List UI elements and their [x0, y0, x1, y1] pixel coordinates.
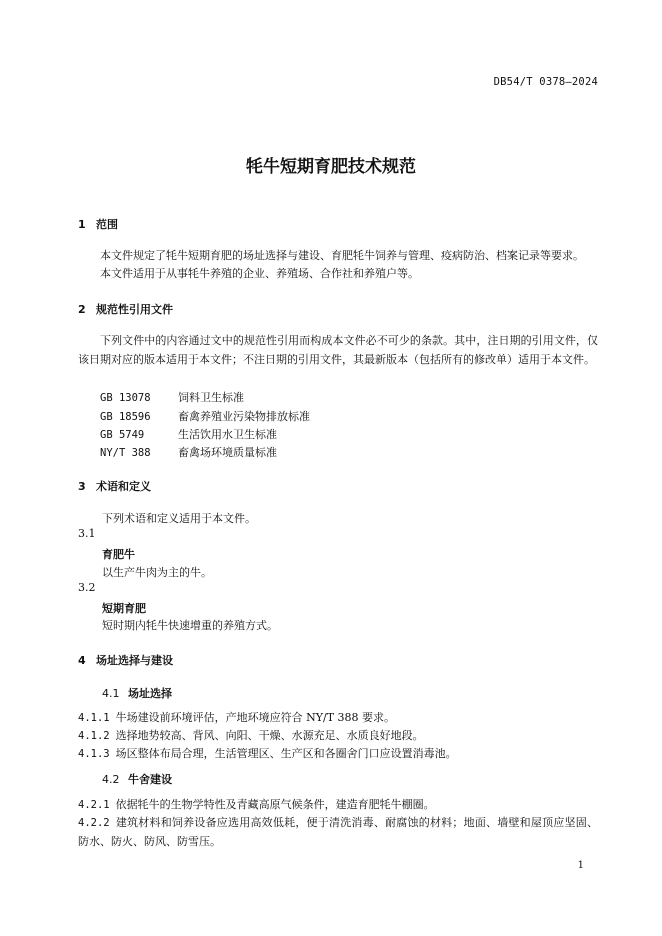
- reference-item: [100, 408, 310, 424]
- reference-code: GB 13078: [100, 392, 151, 404]
- clause: [78, 814, 598, 851]
- clause: [78, 727, 598, 746]
- clause: [78, 796, 598, 815]
- clause-number: 4.1.2: [78, 730, 110, 742]
- section-title: 场址选择与建设: [96, 654, 173, 667]
- subsection-4-2-heading: [102, 771, 172, 787]
- reference-item: [100, 426, 277, 442]
- reference-code: GB 5749: [100, 429, 145, 441]
- clause-text: 场区整体布局合理，生活管理区、生产区和各圈舍门口应设置消毒池。: [115, 747, 457, 760]
- section-number: 2: [78, 303, 86, 316]
- subsection-4-1-heading: [102, 685, 172, 701]
- clause-text: 依据牦牛的生物学特性及青藏高原气候条件，建造育肥牦牛棚圈。: [115, 798, 435, 811]
- term-name: 短期育肥: [102, 602, 146, 615]
- section-number: 3: [78, 480, 86, 493]
- clause-number: 4.1.3: [78, 748, 110, 760]
- reference-name: 饲料卫生标准: [178, 391, 244, 404]
- subsection-title: 场址选择: [128, 687, 172, 700]
- reference-item: [100, 444, 277, 460]
- term-definition: 短时期内牦牛快速增重的养殖方式。: [102, 619, 278, 632]
- section-title: 术语和定义: [96, 480, 151, 493]
- term-definition: 以生产牛肉为主的牛。: [102, 566, 212, 579]
- section-number: 1: [78, 218, 86, 231]
- paragraph: 下列术语和定义适用于本文件。: [102, 512, 256, 525]
- subsection-title: 牛舍建设: [128, 773, 172, 786]
- section-2-heading: [78, 301, 173, 317]
- section-3-heading: [78, 478, 151, 494]
- section-4-heading: [78, 652, 173, 668]
- clause-text: 建筑材料和饲养设备应选用高效低耗，便于清洗消毒、耐腐蚀的材料；地面、墙壁和屋顶应坚固、防水、防火、防风、防雪压。: [78, 816, 598, 848]
- term-number: 3.2: [78, 581, 96, 594]
- reference-name: 畜禽场环境质量标准: [178, 446, 277, 459]
- paragraph: 本文件规定了牦牛短期育肥的场址选择与建设、育肥牦牛饲养与管理、疫病防治、档案记录等要求。: [100, 249, 584, 262]
- reference-code: GB 18596: [100, 411, 151, 423]
- clause: [78, 709, 598, 728]
- reference-name: 畜禽养殖业污染物排放标准: [178, 410, 310, 423]
- section-number: 4: [78, 654, 86, 667]
- clause-number: 4.1.1: [78, 712, 110, 724]
- document-code: DB54/T 0378—2024: [493, 76, 598, 88]
- clause-number: 4.2.1: [78, 799, 110, 811]
- section-title: 规范性引用文件: [96, 303, 173, 316]
- paragraph: 下列文件中的内容通过文中的规范性引用而构成本文件必不可少的条款。其中，注日期的引用文件，仅该日期对应的版本适用于本文件；不注日期的引用文件，其最新版本（包括所有的修改单）适用于本文件。: [78, 334, 598, 366]
- paragraph: 本文件适用于从事牦牛养殖的企业、养殖场、合作社和养殖户等。: [100, 267, 419, 280]
- reference-code: NY/T 388: [100, 447, 151, 459]
- section-title: 范围: [96, 218, 118, 231]
- clause-text: 牛场建设前环境评估，产地环境应符合 NY/T 388 要求。: [115, 711, 396, 724]
- clause: [78, 745, 598, 764]
- clause-text: 选择地势较高、背风、向阳、干燥、水源充足、水质良好地段。: [115, 729, 424, 742]
- term-number: 3.1: [78, 527, 96, 540]
- reference-name: 生活饮用水卫生标准: [178, 428, 277, 441]
- section-1-heading: [78, 216, 118, 232]
- page-number: 1: [577, 860, 584, 871]
- reference-item: [100, 389, 244, 405]
- subsection-number: 4.1: [102, 687, 120, 700]
- document-title: 牦牛短期育肥技术规范: [246, 157, 416, 177]
- subsection-number: 4.2: [102, 773, 120, 786]
- term-name: 育肥牛: [102, 548, 135, 561]
- clause-number: 4.2.2: [78, 817, 110, 829]
